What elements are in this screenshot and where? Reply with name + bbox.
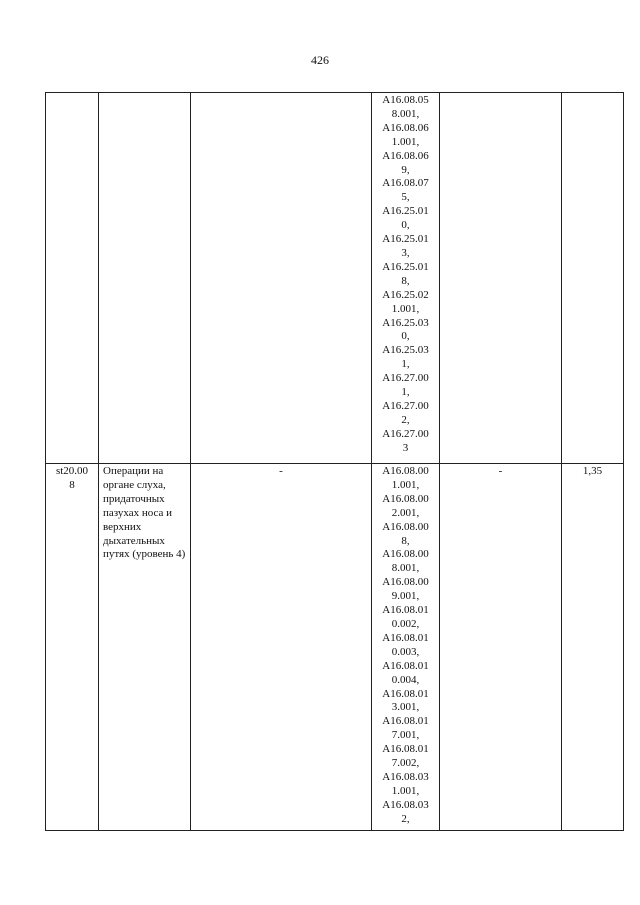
table-cell-name — [99, 93, 191, 464]
table-cell-name: Операции на органе слуха, придаточных пазухах носа и верхних дыхательных путях (уровень 4) — [99, 464, 191, 831]
table-cell-code: st20.00 8 — [46, 464, 99, 831]
table-cell-services: A16.08.00 1.001, A16.08.00 2.001, A16.08.00 8, A16.08.00 8.001, A16.08.00 9.001, A16.08.01 0.002, A16.08.01 0.003, A16.08.01 0.004, A16.08.01 3.001, A16.08.01 7.001, A16.08.01 7.002, A16.08.03 1.001, A16.08.03 2, — [372, 464, 440, 831]
table-cell-col5 — [440, 93, 562, 464]
table-row — [46, 464, 624, 831]
table-cell-code — [46, 93, 99, 464]
table-cell-coefficient: 1,35 — [562, 464, 624, 831]
table-cell-coefficient — [562, 93, 624, 464]
table-cell-col3: - — [191, 464, 372, 831]
page-number: 426 — [311, 53, 329, 67]
table-cell-services: A16.08.05 8.001, A16.08.06 1.001, A16.08.06 9, A16.08.07 5, A16.25.01 0, A16.25.01 3, A16.25.01 8, A16.25.02 1.001, A16.25.03 0, A16.25.03 1, A16.27.00 1, A16.27.00 2, A16.27.00 3 — [372, 93, 440, 464]
table-cell-col3 — [191, 93, 372, 464]
table-row — [46, 93, 624, 464]
table-cell-col5: - — [440, 464, 562, 831]
tariff-table — [45, 92, 624, 831]
